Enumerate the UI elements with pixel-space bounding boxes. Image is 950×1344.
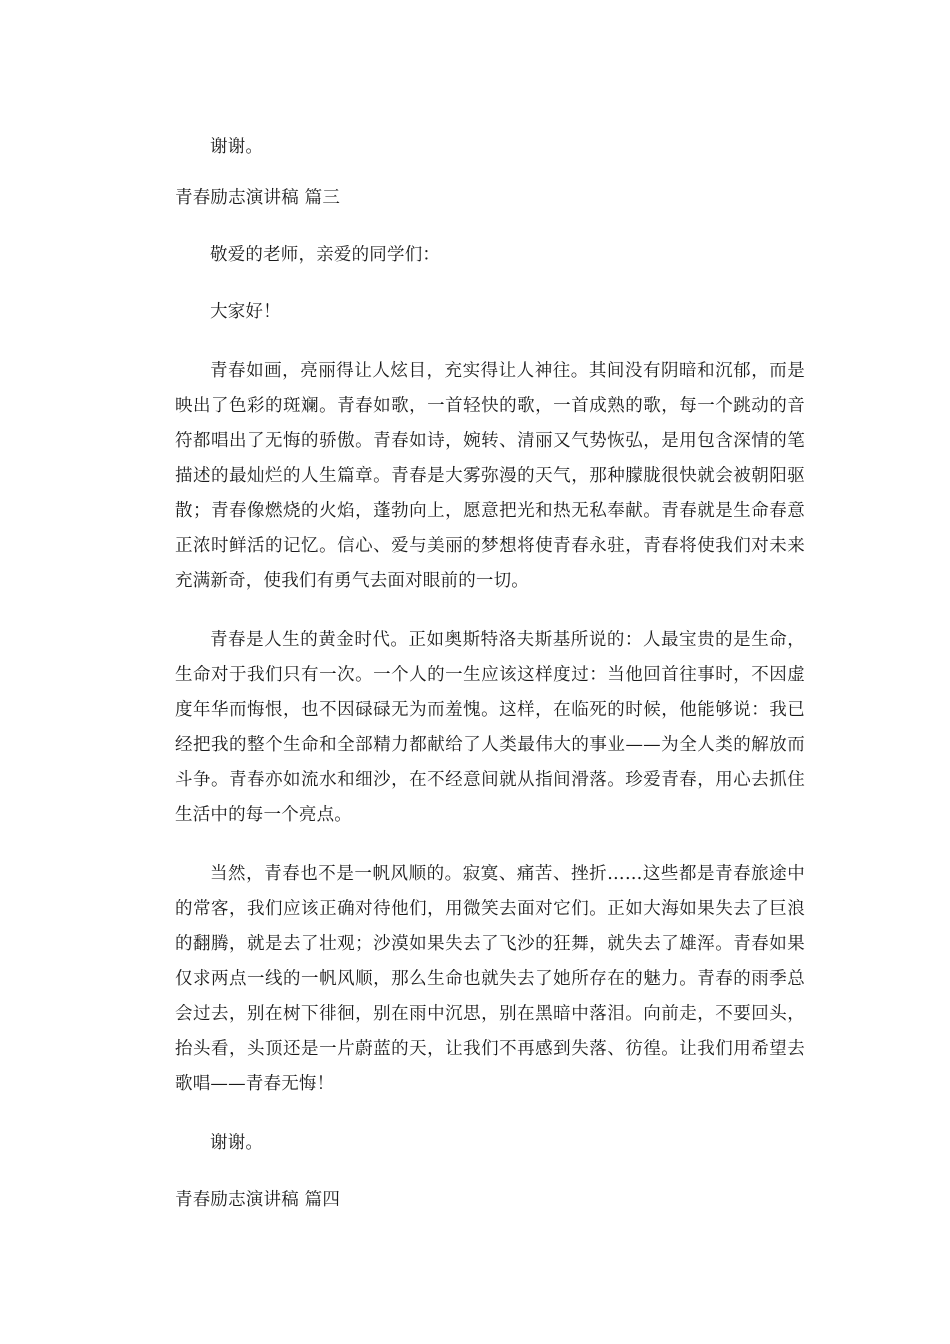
section-title: 青春励志演讲稿 篇四 — [175, 1190, 341, 1210]
salutation: 敬爱的老师，亲爱的同学们： — [210, 245, 441, 265]
section-title: 青春励志演讲稿 篇三 — [175, 188, 341, 208]
document-body — [175, 130, 805, 1218]
body-paragraph: 当然，青春也不是一帆风顺的。寂寞、痛苦、挫折……这些都是青春旅途中的常客，我们应该正确对待他们，用微笑去面对它们。正如大海如果失去了巨浪的翻腾，就是去了壮观；沙漠如果失去了飞沙的狂舞，就失去了雄浑。青春如果仅求两点一线的一帆风顺，那么生命也就失去了她所存在的魅力。青春的雨季总会过去，别在树下徘徊，别在雨中沉思，别在黑暗中落泪。向前走，不要回头，抬头看，头顶还是一片蔚蓝的天，让我们不再感到失落、彷徨。让我们用希望去歌唱——青春无悔！ — [175, 864, 805, 1094]
closing-text: 谢谢。 — [210, 1133, 264, 1153]
body-paragraph: 青春如画，亮丽得让人炫目，充实得让人神往。其间没有阴暗和沉郁，而是映出了色彩的斑斓。青春如歌，一首轻快的歌，一首成熟的歌，每一个跳动的音符都唱出了无悔的骄傲。青春如诗，婉转、清丽又气势恢弘，是用包含深情的笔描述的最灿烂的人生篇章。青春是大雾弥漫的天气，那种朦胧很快就会被朝阳驱散；青春像燃烧的火焰，蓬勃向上，愿意把光和热无私奉献。青春就是生命春意正浓时鲜活的记忆。信心、爱与美丽的梦想将使青春永驻，青春将使我们对未来充满新奇，使我们有勇气去面对眼前的一切。 — [175, 361, 805, 591]
closing-text: 谢谢。 — [210, 137, 264, 157]
body-paragraph: 青春是人生的黄金时代。正如奥斯特洛夫斯基所说的：人最宝贵的是生命，生命对于我们只有一次。一个人的一生应该这样度过：当他回首往事时，不因虚度年华而悔恨，也不因碌碌无为而羞愧。这样，在临死的时候，他能够说：我已经把我的整个生命和全部精力都献给了人类最伟大的事业——为全人类的解放而斗争。青春亦如流水和细沙，在不经意间就从指间滑落。珍爱青春，用心去抓住生活中的每一个亮点。 — [175, 630, 805, 825]
greeting: 大家好！ — [210, 302, 281, 322]
